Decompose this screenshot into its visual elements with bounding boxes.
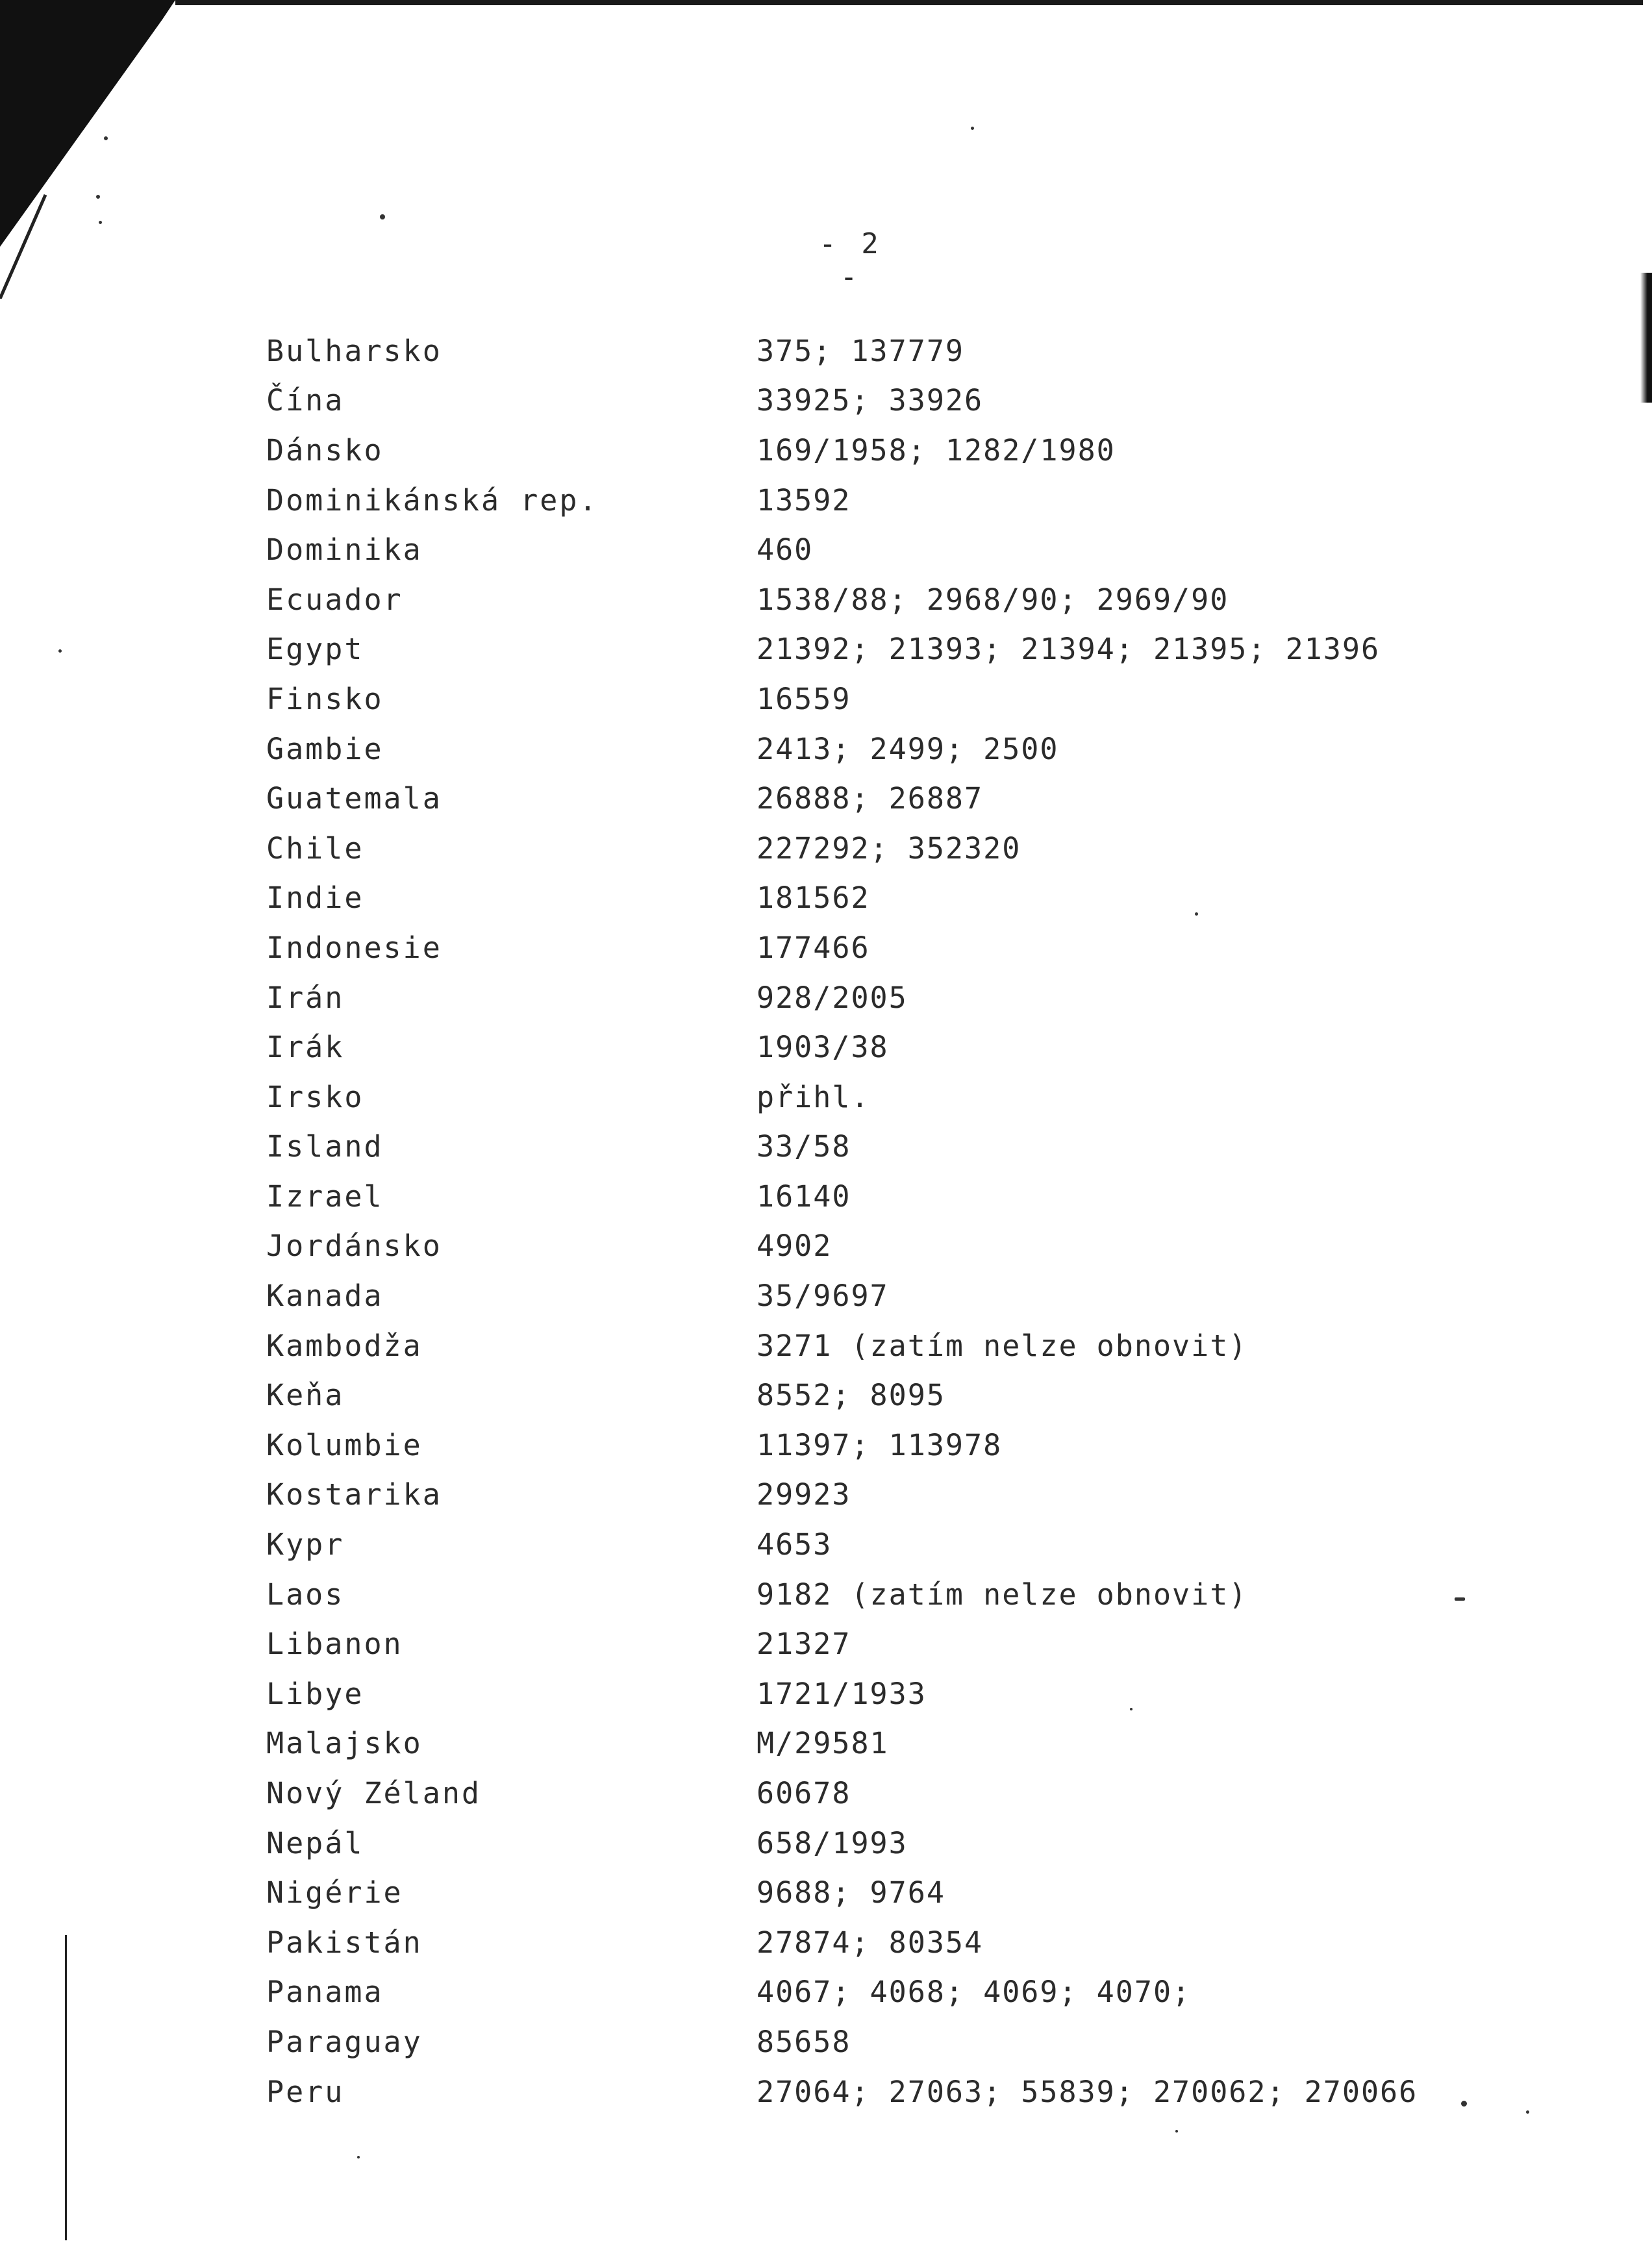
registration-number: 4653 [757, 1527, 832, 1562]
country-name: Island [266, 1129, 384, 1164]
table-row [266, 1768, 1448, 1818]
country-name: Paraguay [266, 2024, 423, 2059]
table-row [266, 1818, 1448, 1868]
registration-number: 16140 [757, 1179, 851, 1214]
country-name: Gambie [266, 731, 384, 766]
registration-number: M/29581 [757, 1726, 889, 1761]
registration-number: 33925; 33926 [757, 383, 984, 418]
country-name: Ecuador [266, 582, 403, 617]
registration-number: 60678 [757, 1776, 851, 1811]
scan-speck [971, 127, 974, 130]
scan-speck [1455, 1597, 1465, 1601]
table-row [266, 1570, 1448, 1620]
table-row [266, 674, 1448, 724]
country-name: Irák [266, 1030, 345, 1065]
scan-speck [380, 214, 385, 219]
country-name: Irán [266, 980, 345, 1015]
country-name: Panama [266, 1975, 384, 2010]
page-number: - 2 - [819, 227, 882, 294]
table-row [266, 475, 1448, 525]
country-name: Indonesie [266, 930, 442, 965]
table-row [266, 1868, 1448, 1918]
country-name: Dánsko [266, 432, 384, 468]
country-name: Kanada [266, 1279, 384, 1314]
country-name: Peru [266, 2074, 345, 2109]
country-name: Jordánsko [266, 1229, 442, 1264]
table-row [266, 973, 1448, 1023]
registration-number: 27064; 27063; 55839; 270062; 270066 [757, 2074, 1418, 2109]
table-row [266, 1321, 1448, 1371]
table-row [266, 724, 1448, 774]
registration-number: 21327 [757, 1627, 851, 1662]
table-row [266, 1420, 1448, 1470]
country-name: Izrael [266, 1179, 384, 1214]
registration-number: přihl. [757, 1079, 870, 1114]
registration-number: 29923 [757, 1477, 851, 1512]
country-name: Nigérie [266, 1875, 403, 1910]
country-name: Indie [266, 881, 364, 916]
scan-speck [357, 2156, 360, 2158]
country-name: Kolumbie [266, 1427, 423, 1462]
registration-number: 177466 [757, 930, 870, 965]
table-row [266, 923, 1448, 973]
scan-top-edge [175, 0, 1643, 5]
registration-number: 16559 [757, 681, 851, 716]
country-name: Dominikánská rep. [266, 482, 599, 518]
registration-number: 460 [757, 532, 814, 568]
registration-number: 1721/1933 [757, 1676, 927, 1711]
scan-folded-corner [0, 0, 195, 299]
registration-number: 4067; 4068; 4069; 4070; [757, 1975, 1192, 2010]
country-name: Kypr [266, 1527, 345, 1562]
table-row [266, 1619, 1448, 1669]
scan-speck [1175, 2130, 1178, 2133]
registration-number: 26888; 26887 [757, 781, 984, 816]
registration-number: 35/9697 [757, 1279, 889, 1314]
table-row [266, 1918, 1448, 1968]
scan-speck [99, 221, 102, 224]
registration-number: 169/1958; 1282/1980 [757, 432, 1116, 468]
table-row [266, 873, 1448, 923]
registration-number: 2413; 2499; 2500 [757, 731, 1059, 766]
country-name: Malajsko [266, 1726, 423, 1761]
registration-number: 9688; 9764 [757, 1875, 945, 1910]
registration-number: 21392; 21393; 21394; 21395; 21396 [757, 632, 1381, 667]
table-row [266, 1122, 1448, 1172]
table-row [266, 625, 1448, 675]
registration-number: 1538/88; 2968/90; 2969/90 [757, 582, 1229, 617]
registration-number: 8552; 8095 [757, 1378, 945, 1413]
registration-number: 27874; 80354 [757, 1925, 984, 1960]
table-row [266, 525, 1448, 575]
registration-number: 9182 (zatím nelze obnovit) [757, 1577, 1248, 1612]
registration-number: 33/58 [757, 1129, 851, 1164]
country-name: Kostarika [266, 1477, 442, 1512]
table-row [266, 1171, 1448, 1221]
table-row [266, 1022, 1448, 1072]
table-row [266, 1072, 1448, 1122]
country-name: Čína [266, 383, 345, 418]
country-name: Libanon [266, 1627, 403, 1662]
country-name: Finsko [266, 681, 384, 716]
country-name: Chile [266, 831, 364, 866]
country-name: Pakistán [266, 1925, 423, 1960]
table-row [266, 773, 1448, 823]
country-name: Dominika [266, 532, 423, 568]
table-row [266, 326, 1448, 376]
table-row [266, 2017, 1448, 2067]
country-name: Egypt [266, 632, 364, 667]
registration-number: 227292; 352320 [757, 831, 1021, 866]
country-name: Libye [266, 1676, 364, 1711]
registration-number: 13592 [757, 482, 851, 518]
registration-number: 928/2005 [757, 980, 908, 1015]
table-row [266, 1968, 1448, 2018]
scan-right-edge [1640, 273, 1652, 403]
registration-table [266, 326, 1448, 2116]
country-name: Guatemala [266, 781, 442, 816]
country-name: Nepál [266, 1825, 364, 1860]
scan-speck [104, 136, 108, 140]
table-row [266, 425, 1448, 475]
registration-number: 3271 (zatím nelze obnovit) [757, 1328, 1248, 1363]
table-row [266, 1719, 1448, 1769]
scan-speck [58, 649, 62, 653]
table-row [266, 1221, 1448, 1271]
table-row [266, 376, 1448, 426]
registration-number: 1903/38 [757, 1030, 889, 1065]
country-name: Irsko [266, 1079, 364, 1114]
registration-number: 4902 [757, 1229, 832, 1264]
country-name: Keňa [266, 1378, 345, 1413]
scan-margin-mark [65, 1935, 67, 2240]
registration-number: 658/1993 [757, 1825, 908, 1860]
registration-number: 11397; 113978 [757, 1427, 1003, 1462]
country-name: Kambodža [266, 1328, 423, 1363]
table-row [266, 1271, 1448, 1321]
registration-number: 85658 [757, 2024, 851, 2059]
country-name: Bulharsko [266, 333, 442, 368]
scan-speck [1526, 2110, 1529, 2114]
registration-number: 181562 [757, 881, 870, 916]
table-row [266, 1470, 1448, 1520]
registration-number: 375; 137779 [757, 333, 965, 368]
table-row [266, 2067, 1448, 2117]
scan-speck [1461, 2101, 1467, 2107]
table-row [266, 1669, 1448, 1719]
scan-speck [96, 195, 100, 199]
table-row [266, 575, 1448, 625]
table-row [266, 1520, 1448, 1570]
country-name: Laos [266, 1577, 345, 1612]
country-name: Nový Zéland [266, 1776, 482, 1811]
table-row [266, 1370, 1448, 1420]
table-row [266, 823, 1448, 873]
